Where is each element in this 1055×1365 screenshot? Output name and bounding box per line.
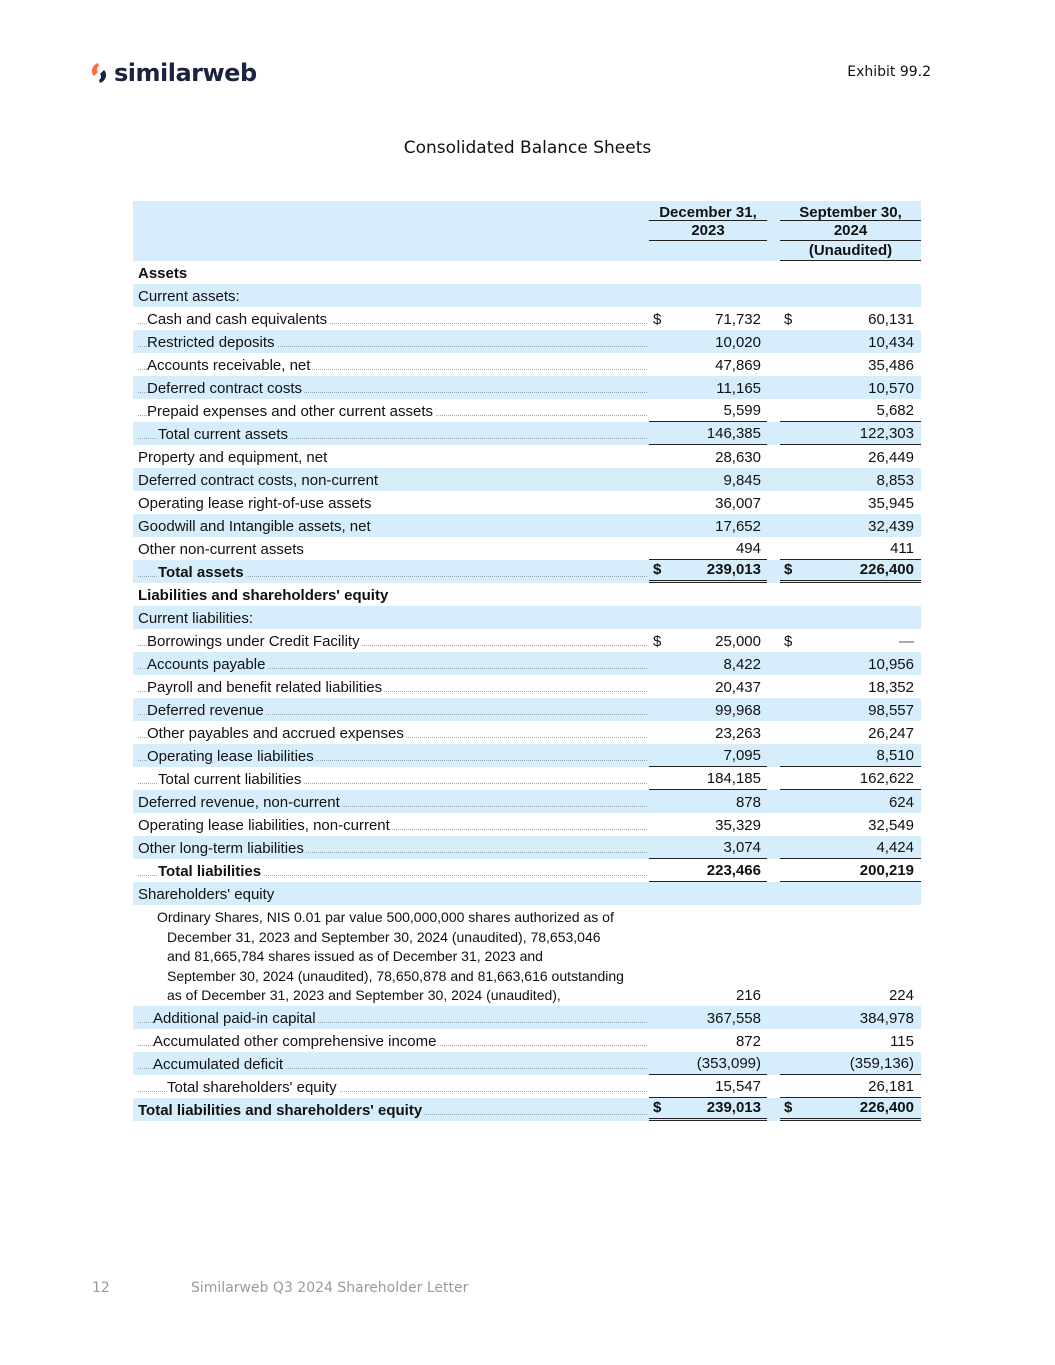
table-row [133,813,921,836]
currency-symbol [649,356,653,376]
currency-symbol [780,861,784,881]
amount: 216 [735,987,761,1004]
currency-symbol [649,724,653,744]
table-row [133,905,921,1006]
table-row [133,491,921,514]
currency-symbol [780,1032,784,1052]
value-dec-2023 [649,986,767,1006]
table-row [133,399,921,422]
amount: 26,181 [868,1078,914,1095]
value-sep-2024 [780,1077,921,1098]
row-label: Deferred contract costs, non-current [138,472,379,489]
row-label: Cash and cash equivalents [133,310,647,330]
amount: 8,853 [876,472,914,489]
value-dec-2023 [649,560,767,583]
amount: 4,424 [876,839,914,856]
amount: 226,400 [859,561,914,578]
currency-symbol [780,701,784,721]
page-number: 12 [92,1280,110,1296]
row-label: Liabilities and shareholders' equity [138,587,389,604]
row-label: Goodwill and Intangible assets, net [138,518,371,535]
amount: 5,682 [876,402,914,419]
row-label: Assets [138,265,188,282]
value-dec-2023 [649,287,767,307]
row-label: Operating lease right-of-use assets [138,495,372,512]
row-label-line: December 31, 2023 and September 30, 2024 (unaudited), 78,653,046 [167,928,601,945]
value-sep-2024 [780,586,921,606]
amount: 7,095 [723,747,761,764]
value-sep-2024 [780,560,921,583]
value-sep-2024 [780,793,921,813]
currency-symbol [649,333,653,353]
currency-symbol [649,793,653,813]
amount: 99,968 [715,702,761,719]
currency-symbol [780,287,784,307]
amount: 47,869 [715,357,761,374]
row-label: Other long-term liabilities [133,839,647,859]
table-row [133,514,921,537]
table-row [133,307,921,330]
table-row [133,859,921,882]
currency-symbol [649,678,653,698]
value-dec-2023 [649,471,767,491]
table-row [133,330,921,353]
row-label: Total liabilities [133,862,647,882]
currency-symbol [649,517,653,537]
value-sep-2024 [780,986,921,1006]
value-sep-2024 [780,539,921,560]
currency-symbol [780,746,784,766]
amount: 98,557 [868,702,914,719]
value-sep-2024 [780,769,921,790]
row-label: Other non-current assets [138,541,304,558]
currency-symbol [649,986,653,1006]
table-row [133,652,921,675]
value-dec-2023 [649,609,767,629]
currency-symbol [649,816,653,836]
row-label-line: Ordinary Shares, NIS 0.01 par value 500,000,000 shares authorized as of [157,909,614,926]
footer-title: Similarweb Q3 2024 Shareholder Letter [191,1280,469,1296]
row-label: Total current assets [133,425,647,445]
amount: 71,732 [715,311,761,328]
currency-symbol [780,816,784,836]
amount: 3,074 [723,839,761,856]
currency-symbol [780,1009,784,1029]
amount: 878 [735,794,761,811]
currency-symbol [649,1077,653,1097]
currency-symbol: $ [784,311,793,328]
currency-symbol: $ [784,561,793,578]
amount [914,885,921,905]
currency-symbol [649,401,653,421]
currency-symbol [780,494,784,514]
value-sep-2024 [780,861,921,882]
column-header-row [133,201,921,241]
amount: (353,099) [696,1055,761,1072]
amount: 624 [888,794,914,811]
currency-symbol [780,655,784,675]
value-sep-2024 [780,424,921,445]
amount: 162,622 [859,770,914,787]
row-label: Total shareholders' equity [133,1078,647,1098]
currency-symbol [649,471,653,491]
amount: 11,165 [716,380,761,397]
row-label: Total assets [133,563,647,583]
currency-symbol [780,448,784,468]
value-dec-2023 [649,793,767,813]
value-dec-2023 [649,746,767,767]
balance-sheet-table [133,201,921,1121]
currency-symbol [649,769,653,789]
value-sep-2024 [780,632,921,652]
amount [761,264,767,284]
value-dec-2023 [649,769,767,790]
value-sep-2024 [780,517,921,537]
value-dec-2023 [649,861,767,882]
currency-symbol: $ [653,311,662,328]
amount: (359,136) [849,1055,914,1072]
row-label: Additional paid-in capital [133,1009,647,1029]
amount: 5,599 [723,402,761,419]
currency-symbol [780,724,784,744]
amount [914,287,921,307]
table-row [133,629,921,652]
table-row [133,468,921,491]
amount: 872 [735,1033,761,1050]
currency-symbol [780,356,784,376]
value-dec-2023 [649,816,767,836]
table-row [133,261,921,284]
currency-symbol [649,655,653,675]
row-label: Property and equipment, net [138,449,328,466]
amount: 411 [890,540,914,557]
row-label: Payroll and benefit related liabilities [133,678,647,698]
amount: 28,630 [715,449,761,466]
value-sep-2024 [780,609,921,629]
similarweb-logo [88,58,257,88]
value-sep-2024 [780,287,921,307]
unaudited-label: (Unaudited) [808,242,893,259]
amount: 18,352 [868,679,914,696]
value-sep-2024 [780,264,921,284]
currency-symbol [649,264,653,284]
row-label: Accumulated deficit [133,1055,647,1075]
table-row [133,422,921,445]
table-row [133,353,921,376]
table-row [133,836,921,859]
table-row [133,1052,921,1075]
column-header-dec-2023: December 31, 2023 [659,204,757,239]
table-row [133,698,921,721]
currency-symbol [649,609,653,629]
amount: 146,385 [706,425,761,442]
currency-symbol [780,333,784,353]
amount: 32,439 [868,518,914,535]
currency-symbol [780,678,784,698]
value-dec-2023 [649,310,767,330]
value-sep-2024 [780,1098,921,1121]
amount [914,586,921,606]
currency-symbol [649,861,653,881]
table-row [133,376,921,399]
table-row [133,675,921,698]
row-label: Prepaid expenses and other current assets [133,402,647,422]
table-row [133,606,921,629]
table-row [133,537,921,560]
value-sep-2024 [780,816,921,836]
amount: 26,247 [868,725,914,742]
currency-symbol [780,793,784,813]
value-dec-2023 [649,448,767,468]
currency-symbol [649,1054,653,1074]
row-label-line: September 30, 2024 (unaudited), 78,650,878 and 81,663,616 outstanding [167,967,624,984]
value-sep-2024 [780,655,921,675]
currency-symbol [780,379,784,399]
value-dec-2023 [649,701,767,721]
similarweb-logo-icon [88,60,110,86]
amount: 226,400 [859,1099,914,1116]
currency-symbol [649,287,653,307]
currency-symbol [780,401,784,421]
currency-symbol [649,1009,653,1029]
amount: 494 [735,540,761,557]
amount: 8,422 [723,656,761,673]
currency-symbol [780,609,784,629]
amount: 223,466 [706,862,761,879]
value-sep-2024 [780,746,921,767]
amount: 23,263 [715,725,761,742]
amount [761,586,767,606]
amount [761,287,767,307]
row-label: Accounts receivable, net [133,356,647,376]
amount: 10,956 [868,656,914,673]
amount: 184,185 [706,770,761,787]
table-row [133,790,921,813]
row-label-line: as of December 31, 2023 and September 30, 2024 (unaudited), [167,987,561,1004]
amount: 224 [888,987,914,1004]
amount [914,264,921,284]
row-label: Total liabilities and shareholders' equity [133,1101,647,1121]
currency-symbol [780,471,784,491]
amount: 35,329 [715,817,761,834]
amount: 26,449 [868,449,914,466]
currency-symbol [649,701,653,721]
currency-symbol [780,885,784,905]
value-sep-2024 [780,724,921,744]
amount: 15,547 [715,1078,761,1095]
amount: 239,013 [706,1099,761,1116]
value-sep-2024 [780,885,921,905]
currency-symbol [780,424,784,444]
value-dec-2023 [649,494,767,514]
currency-symbol [649,494,653,514]
amount: — [899,633,914,650]
amount: 17,652 [715,518,761,535]
table-row [133,882,921,905]
column-subheader-row [133,241,921,261]
amount: 8,510 [876,747,914,764]
row-label: Operating lease liabilities [133,747,647,767]
amount: 20,437 [715,679,761,696]
value-dec-2023 [649,379,767,399]
value-dec-2023 [649,655,767,675]
value-sep-2024 [780,379,921,399]
value-sep-2024 [780,701,921,721]
value-dec-2023 [649,356,767,376]
currency-symbol [649,448,653,468]
value-sep-2024 [780,333,921,353]
currency-symbol [649,746,653,766]
table-row [133,583,921,606]
currency-symbol [780,586,784,606]
row-label: Other payables and accrued expenses [133,724,647,744]
row-label: Restricted deposits [133,333,647,353]
currency-symbol: $ [653,561,662,578]
value-sep-2024 [780,494,921,514]
table-row [133,1029,921,1052]
row-label: Current liabilities: [138,610,254,627]
currency-symbol [780,517,784,537]
currency-symbol: $ [784,633,793,650]
row-label: Deferred contract costs [133,379,647,399]
amount: 239,013 [706,561,761,578]
amount: 115 [890,1033,914,1050]
row-label: Operating lease liabilities, non-current [133,816,647,836]
value-sep-2024 [780,678,921,698]
amount [761,885,767,905]
amount: 384,978 [859,1010,914,1027]
logo-text: similarweb [114,59,257,87]
value-sep-2024 [780,838,921,859]
amount: 36,007 [715,495,761,512]
amount: 9,845 [723,472,761,489]
row-label: Current assets: [138,288,240,305]
row-label: Shareholders' equity [138,886,275,903]
currency-symbol: $ [653,1099,662,1116]
value-sep-2024 [780,448,921,468]
currency-symbol [780,1077,784,1097]
column-header-sep-2024: September 30, 2024 [799,204,902,239]
row-label: Accumulated other comprehensive income [133,1032,647,1052]
exhibit-label: Exhibit 99.2 [847,64,931,80]
table-row [133,1006,921,1029]
currency-symbol [780,769,784,789]
amount: 200,219 [859,862,914,879]
amount: 10,570 [868,380,914,397]
row-label: Borrowings under Credit Facility [133,632,647,652]
amount: 35,486 [868,357,914,374]
value-sep-2024 [780,1032,921,1052]
row-label [133,908,647,1006]
value-dec-2023 [649,885,767,905]
row-label: Total current liabilities [133,770,647,790]
value-dec-2023 [649,838,767,859]
value-sep-2024 [780,356,921,376]
amount: 10,020 [715,334,761,351]
value-dec-2023 [649,1098,767,1121]
value-dec-2023 [649,678,767,698]
table-row [133,1098,921,1121]
currency-symbol [649,539,653,559]
value-sep-2024 [780,401,921,422]
amount: 35,945 [868,495,914,512]
value-dec-2023 [649,632,767,652]
value-dec-2023 [649,401,767,422]
value-dec-2023 [649,1032,767,1052]
row-label: Accounts payable [133,655,647,675]
value-dec-2023 [649,517,767,537]
currency-symbol [780,986,784,1006]
value-sep-2024 [780,1009,921,1029]
currency-symbol: $ [653,633,662,650]
currency-symbol [780,264,784,284]
row-label: Deferred revenue [133,701,647,721]
amount [761,609,767,629]
value-sep-2024 [780,310,921,330]
row-label-line: and 81,665,784 shares issued as of December 31, 2023 and [167,948,543,965]
amount: 367,558 [706,1010,761,1027]
currency-symbol: $ [784,1099,793,1116]
amount: 10,434 [868,334,914,351]
value-dec-2023 [649,1009,767,1029]
value-dec-2023 [649,1054,767,1075]
currency-symbol [780,838,784,858]
currency-symbol [649,838,653,858]
table-row [133,445,921,468]
row-label: Deferred revenue, non-current [133,793,647,813]
table-row [133,744,921,767]
amount: 25,000 [715,633,761,650]
value-sep-2024 [780,1054,921,1075]
value-dec-2023 [649,724,767,744]
currency-symbol [649,424,653,444]
currency-symbol [649,885,653,905]
table-row [133,560,921,583]
value-dec-2023 [649,1077,767,1098]
currency-symbol [780,539,784,559]
table-row [133,284,921,307]
value-dec-2023 [649,539,767,560]
value-dec-2023 [649,333,767,353]
value-dec-2023 [649,424,767,445]
currency-symbol [649,586,653,606]
value-dec-2023 [649,586,767,606]
currency-symbol [649,1032,653,1052]
amount: 32,549 [868,817,914,834]
value-dec-2023 [649,264,767,284]
table-row [133,721,921,744]
table-row [133,767,921,790]
page-title: Consolidated Balance Sheets [403,138,652,158]
currency-symbol [649,379,653,399]
value-sep-2024 [780,471,921,491]
amount: 60,131 [868,311,914,328]
table-row [133,1075,921,1098]
amount: 122,303 [859,425,914,442]
currency-symbol [780,1054,784,1074]
amount [914,609,921,629]
